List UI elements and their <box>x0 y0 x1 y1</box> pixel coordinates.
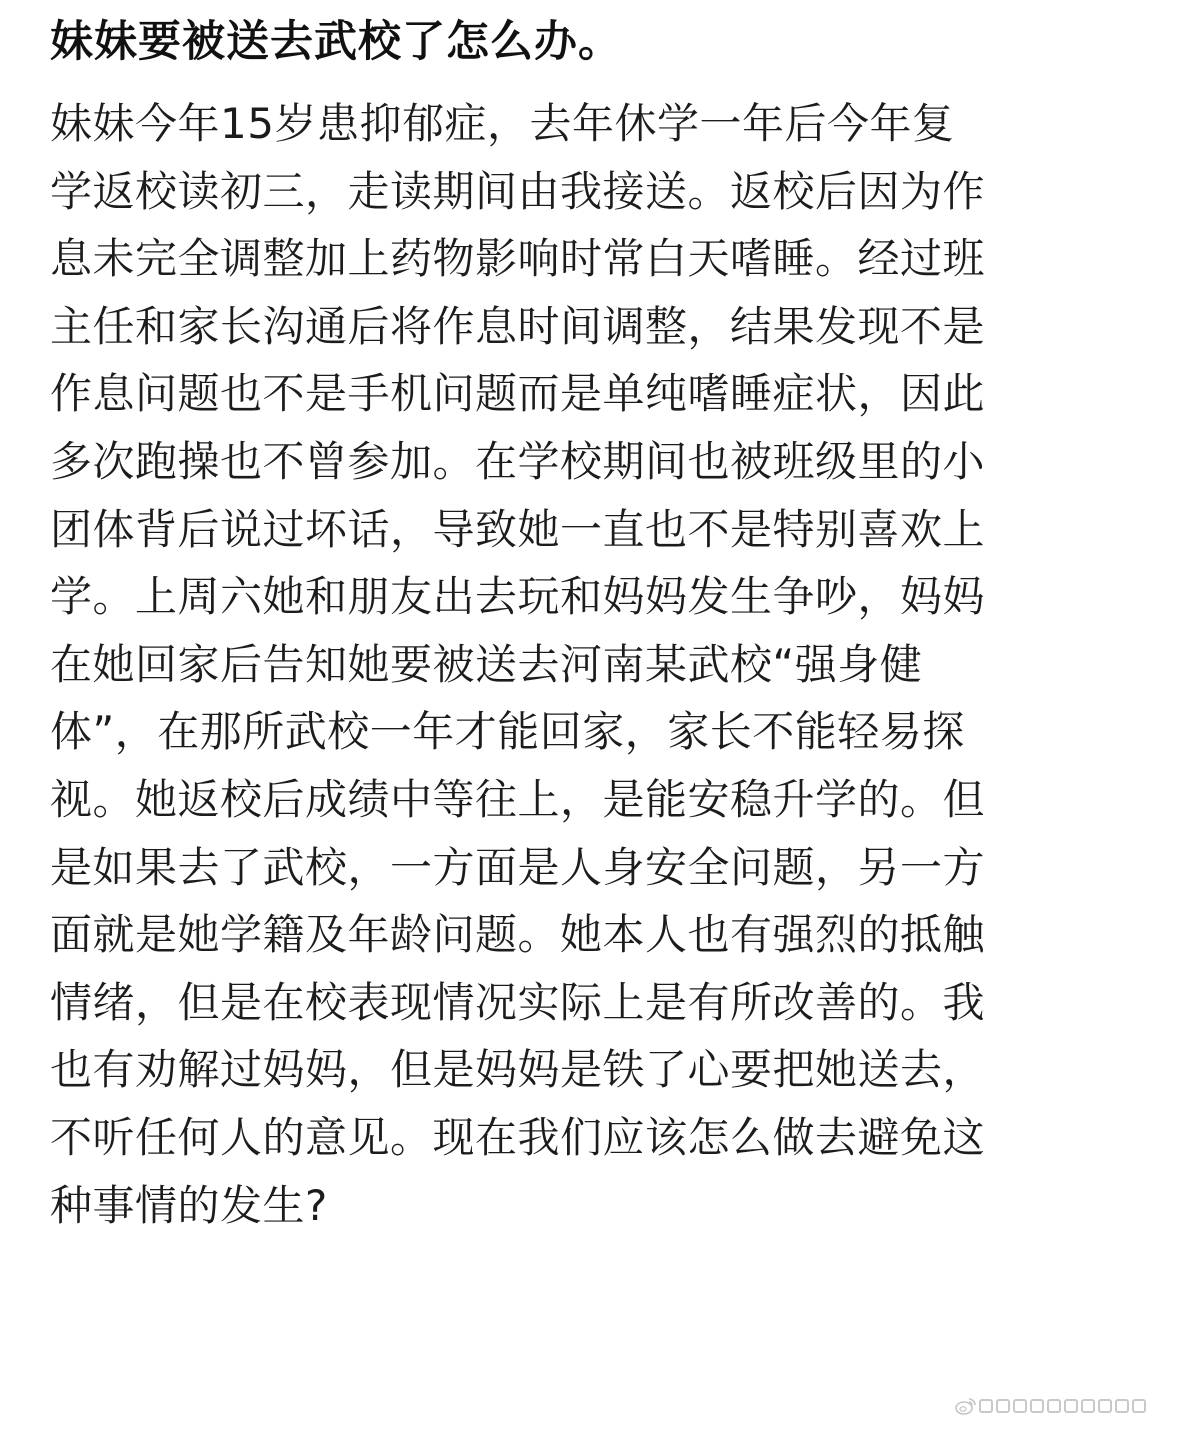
post-body-line: 学。上周六她和朋友出去玩和妈妈发生争吵，妈妈 <box>50 572 986 622</box>
post-body-line: 面就是她学籍及年龄问题。她本人也有强烈的抵触 <box>50 910 986 960</box>
watermark <box>951 1394 1165 1418</box>
post-body-line: 种事情的发生? <box>50 1180 328 1230</box>
post-body-line: 视。她返校后成绩中等往上，是能安稳升学的。但 <box>50 774 986 824</box>
post-body-line: 团体背后说过坏话，导致她一直也不是特别喜欢上 <box>50 504 986 554</box>
post-body-line: 多次跑操也不曾参加。在学校期间也被班级里的小 <box>50 436 986 486</box>
post-body-line: 也有劝解过妈妈，但是妈妈是铁了心要把她送去， <box>50 1045 986 1095</box>
post-body-line: 在她回家后告知她要被送去河南某武校“强身健 <box>50 639 923 689</box>
post-body-line: 不听任何人的意见。现在我们应该怎么做去避免这 <box>50 1112 986 1162</box>
post-body-line: 妹妹今年15岁患抑郁症，去年休学一年后今年复 <box>50 99 955 148</box>
watermark-glyph <box>1064 1399 1078 1413</box>
post-body-line: 息未完全调整加上药物影响时常白天嗜睡。经过班 <box>50 234 986 284</box>
post-body-line: 体”，在那所武校一年才能回家，家长不能轻易探 <box>50 707 965 757</box>
watermark-glyph <box>1115 1399 1129 1413</box>
watermark-glyph <box>1081 1399 1095 1413</box>
watermark-glyph <box>1132 1399 1146 1413</box>
watermark-glyph <box>1013 1399 1027 1413</box>
post-body <box>50 90 1130 1239</box>
watermark-glyph <box>1030 1399 1044 1413</box>
watermark-glyph <box>996 1399 1010 1413</box>
post-body-line: 学返校读初三，走读期间由我接送。返校后因为作 <box>50 166 986 216</box>
post-body-line: 情绪，但是在校表现情况实际上是有所改善的。我 <box>50 977 986 1027</box>
watermark-glyph <box>979 1399 993 1413</box>
post-body-line: 作息问题也不是手机问题而是单纯嗜睡症状，因此 <box>50 369 986 419</box>
post-title: 妹妹要被送去武校了怎么办。 <box>50 17 622 67</box>
watermark-glyph <box>1098 1399 1112 1413</box>
post-body-line: 主任和家长沟通后将作息时间调整，结果发现不是 <box>50 301 986 351</box>
watermark-handle <box>979 1397 1161 1415</box>
post-body-line: 是如果去了武校，一方面是人身安全问题，另一方 <box>50 842 986 892</box>
watermark-glyph <box>1047 1399 1061 1413</box>
post <box>50 14 1130 1239</box>
weibo-logo-icon <box>955 1396 977 1416</box>
